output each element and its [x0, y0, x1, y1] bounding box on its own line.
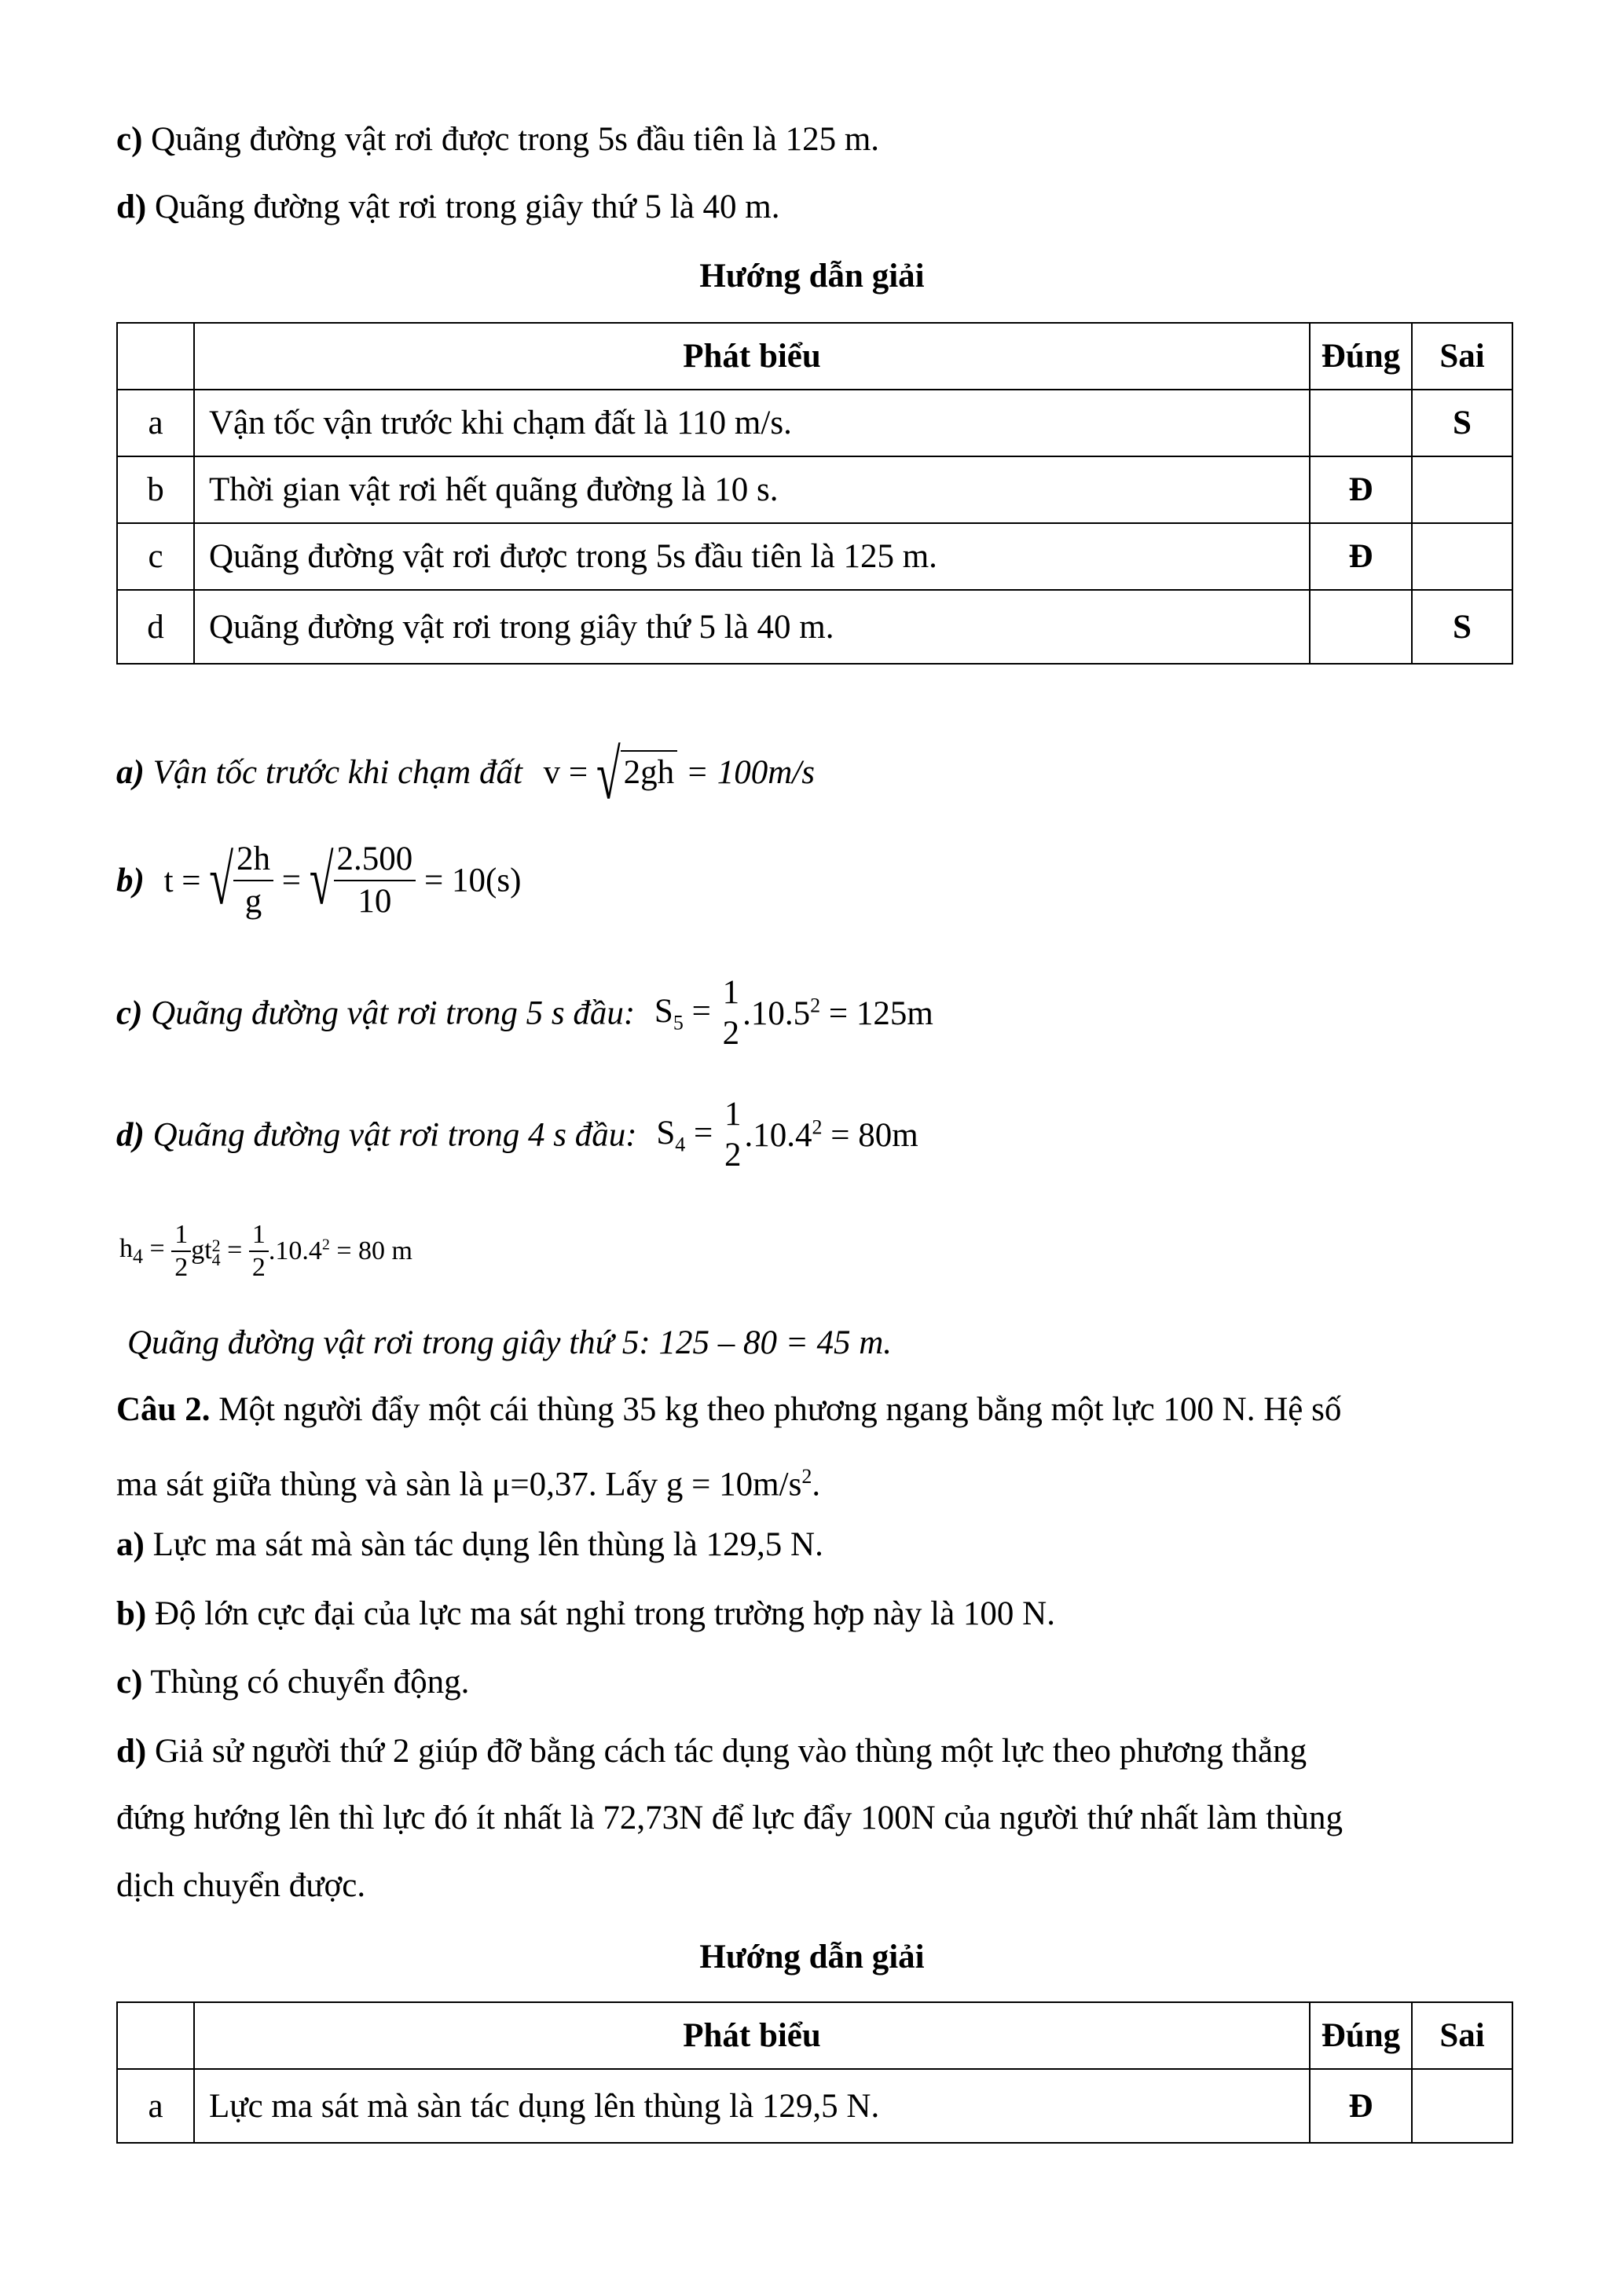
- question-2-d-label: d): [116, 1733, 147, 1770]
- solution-final: Quãng đường vật rơi trong giây thứ 5: 125 – 80 = 45 m.: [127, 1324, 893, 1361]
- statement-c-text: Quãng đường vật rơi được trong 5s đầu tiên là 125 m.: [142, 121, 880, 158]
- question-2-d-line1: [116, 1728, 1307, 1775]
- fraction-half: $\frac{1}{2}$: [249, 1219, 269, 1283]
- sqrt-2h-over-g: √ $\frac{2h}{g}$: [209, 839, 273, 922]
- row-true-mark: Đ: [1310, 523, 1412, 590]
- solution-c-mid: .10.5: [742, 994, 811, 1032]
- question-2-c-text: Thùng có chuyển động.: [142, 1664, 470, 1701]
- row-true-mark: [1310, 590, 1412, 664]
- solution-d-label: d): [116, 1116, 145, 1154]
- h4-eq: =: [149, 1234, 165, 1264]
- solution-d: [116, 1094, 918, 1176]
- header-cell-false: Sai: [1412, 323, 1512, 390]
- row-statement: Quãng đường vật rơi được trong 5s đầu tiên là 125 m.: [194, 523, 1310, 590]
- h4-lhs: h: [119, 1234, 133, 1264]
- header-cell-true: Đúng: [1310, 2002, 1412, 2069]
- solution-a-text: Vận tốc trước khi chạm đất: [144, 753, 522, 791]
- equation-h4: $h_4$ = $\frac{1}{2}$ gt 2 4 = $\frac{1}{2}$ $.10.4^2 = 80$ m: [119, 1220, 412, 1282]
- fraction-half: 1 2: [724, 1096, 742, 1174]
- statement-c: [116, 116, 879, 163]
- table-row: [117, 523, 1512, 590]
- table-row: [117, 2069, 1512, 2143]
- table-header-row: [117, 323, 1512, 390]
- header-cell-index: [117, 2002, 194, 2069]
- h4-sub: 4: [133, 1244, 143, 1268]
- solution-c-label: c): [116, 994, 143, 1032]
- h4-mid: .10.4: [268, 1236, 322, 1266]
- header-cell-true: Đúng: [1310, 323, 1412, 390]
- row-false-mark: S: [1412, 590, 1512, 664]
- row-id: c: [117, 523, 194, 590]
- solution-d-rhs: = 80m: [822, 1116, 918, 1154]
- table-row: [117, 590, 1512, 664]
- solution-b: [116, 839, 521, 922]
- row-true-mark: Đ: [1310, 2069, 1412, 2143]
- row-id: b: [117, 456, 194, 523]
- answer-table-1: [116, 322, 1513, 665]
- statement-d-label: d): [116, 189, 147, 225]
- h4-gt: gt: [191, 1236, 212, 1265]
- solution-d-mid: .10.4: [744, 1116, 812, 1154]
- question-2-b: [116, 1591, 1055, 1638]
- solution-d-exp: 2: [812, 1115, 823, 1139]
- table-row: [117, 456, 1512, 523]
- question-2-c: [116, 1659, 469, 1706]
- solution-b-lhs: t =: [163, 862, 201, 899]
- row-false-mark: S: [1412, 390, 1512, 456]
- solution-b-rhs: = 10(s): [424, 862, 522, 899]
- question-2-text1: Một người đẩy một cái thùng 35 kg theo phương ngang bằng một lực 100 N. Hệ số: [210, 1391, 1342, 1428]
- solution-a-lhs: v =: [543, 753, 588, 791]
- solution-d-text: Quãng đường vật rơi trong 4 s đầu:: [144, 1116, 637, 1154]
- question-2-text2: ma sát giữa thùng và sàn là μ=0,37. Lấy g = 10m/s: [116, 1466, 802, 1503]
- solution-a: [116, 736, 815, 815]
- solution-a-label: a): [116, 753, 145, 791]
- question-2-a: [116, 1522, 823, 1569]
- solution-c-exp: 2: [810, 994, 821, 1017]
- row-false-mark: [1412, 456, 1512, 523]
- solution-d-sub: 4: [675, 1133, 686, 1156]
- fraction-half: 1 2: [722, 974, 740, 1052]
- solution-b-eq: =: [281, 862, 302, 899]
- row-false-mark: [1412, 523, 1512, 590]
- statement-d-text: Quãng đường vật rơi trong giây thứ 5 là 40 m.: [146, 189, 780, 225]
- solution-a-rhs: = 100m/s: [685, 753, 815, 791]
- header-cell-index: [117, 323, 194, 390]
- question-2-d-text1: Giả sử người thứ 2 giúp đỡ bằng cách tác dụng vào thùng một lực theo phương thẳng: [146, 1733, 1307, 1770]
- question-2-a-label: a): [116, 1526, 145, 1563]
- row-statement: Lực ma sát mà sàn tác dụng lên thùng là 129,5 N.: [194, 2069, 1310, 2143]
- question-2-line1: [116, 1386, 1341, 1434]
- row-statement: Quãng đường vật rơi trong giây thứ 5 là 40 m.: [194, 590, 1310, 664]
- row-true-mark: Đ: [1310, 456, 1412, 523]
- table-row: [117, 390, 1512, 456]
- solution-d-lhs: S: [656, 1114, 676, 1152]
- question-2-label: Câu 2.: [116, 1391, 211, 1428]
- row-statement: Thời gian vật rơi hết quãng đường là 10 s.: [194, 456, 1310, 523]
- row-true-mark: [1310, 390, 1412, 456]
- statement-d: [116, 184, 779, 231]
- table-header-row: [117, 2002, 1512, 2069]
- answer-table-2: [116, 2001, 1513, 2144]
- row-id: d: [117, 590, 194, 664]
- solution-c-sub: 5: [673, 1011, 684, 1034]
- h4-exp: 2: [321, 1236, 330, 1254]
- solution-c-text: Quãng đường vật rơi trong 5 s đầu:: [142, 994, 636, 1032]
- solution-c-rhs: = 125m: [820, 994, 933, 1032]
- statement-c-label: c): [116, 121, 143, 158]
- solution-c-lhs: S: [654, 992, 673, 1030]
- question-2-d-line2: đứng hướng lên thì lực đó ít nhất là 72,73N để lực đẩy 100N của người thứ nhất làm thùng: [116, 1800, 1344, 1836]
- header-cell-false: Sai: [1412, 2002, 1512, 2069]
- row-false-mark: [1412, 2069, 1512, 2143]
- fraction-half: $\frac{1}{2}$: [171, 1219, 191, 1283]
- question-2-b-text: Độ lớn cực đại của lực ma sát nghỉ trong trường hợp này là 100 N.: [146, 1595, 1055, 1632]
- question-2-b-label: b): [116, 1595, 147, 1632]
- sqrt-2gh: √2gh: [596, 750, 677, 800]
- question-2-c-label: c): [116, 1664, 143, 1701]
- header-cell-statement: Phát biểu: [194, 2002, 1310, 2069]
- row-id: a: [117, 390, 194, 456]
- header-cell-statement: Phát biểu: [194, 323, 1310, 390]
- solution-c: [116, 972, 933, 1054]
- h4-rhs: = 80 m: [329, 1236, 412, 1266]
- solution-d-eq: =: [694, 1114, 713, 1152]
- h4-eq2: =: [227, 1236, 243, 1265]
- row-statement: Vận tốc vận trước khi chạm đất là 110 m/s.: [194, 390, 1310, 456]
- question-2-d-line3: dịch chuyển được.: [116, 1867, 366, 1904]
- solution-heading-2: Hướng dẫn giải: [699, 1939, 925, 1976]
- question-2-a-text: Lực ma sát mà sàn tác dụng lên thùng là 129,5 N.: [144, 1526, 823, 1563]
- solution-c-eq: =: [691, 992, 711, 1030]
- question-2-line2: [116, 1453, 820, 1508]
- question-2-end: .: [812, 1466, 821, 1503]
- solution-heading-1: Hướng dẫn giải: [699, 258, 925, 295]
- row-id: a: [117, 2069, 194, 2143]
- solution-b-label: b): [116, 862, 145, 899]
- question-2-exp: 2: [801, 1465, 812, 1488]
- sqrt-numeric: √ $\frac{2.500}{10}$: [310, 839, 416, 922]
